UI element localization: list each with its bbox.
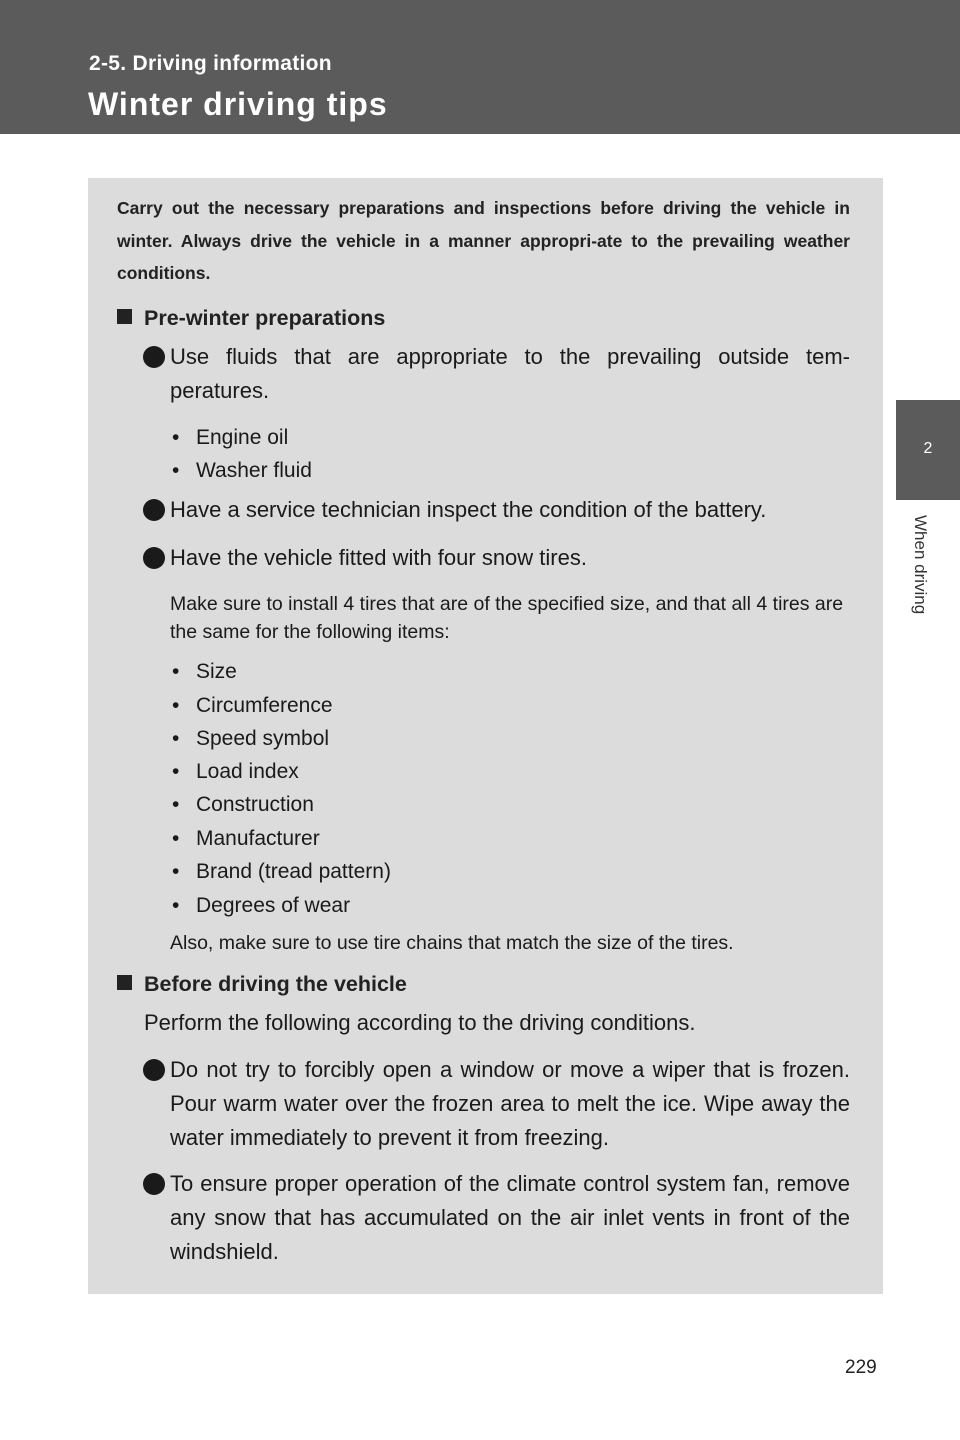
- list-item: • Brand (tread pattern): [172, 860, 391, 883]
- circle-bullet-icon: [143, 547, 165, 569]
- section-label: 2-5. Driving information: [89, 52, 332, 75]
- intro-text: Carry out the necessary preparations and inspections before driving the vehicle in winter. Always drive the vehicle in a manner appropri-ate to the prevailing weather conditions.: [117, 198, 850, 283]
- heading-before-driving: [117, 972, 407, 997]
- window-text: Do not try to forcibly open a window or move a wiper that is frozen. Pour warm water over the frozen area to melt the ice. Wipe away the water immediately to prevent it from freezing.: [170, 1057, 850, 1150]
- fluids-text: Use fluids that are appropriate to the prevailing outside tem-peratures.: [170, 344, 850, 403]
- chapter-label-text: When driving: [911, 515, 930, 615]
- square-bullet-icon: [117, 309, 132, 324]
- page-number: 229: [845, 1357, 877, 1378]
- list-item: • Size: [172, 660, 237, 683]
- list-item: • Circumference: [172, 694, 333, 717]
- chapter-tab: [896, 400, 960, 500]
- list-item: • Washer fluid: [172, 459, 312, 482]
- circle-bullet-icon: [143, 1059, 165, 1081]
- before-driving-intro: Perform the following according to the driving conditions.: [144, 1010, 696, 1035]
- heading-pre-winter-text: Pre-winter preparations: [144, 306, 386, 330]
- list-item: • Manufacturer: [172, 827, 320, 850]
- list-item: • Engine oil: [172, 426, 289, 449]
- heading-before-driving-text: Before driving the vehicle: [144, 972, 407, 996]
- tires-note: Make sure to install 4 tires that are of the specified size, and that all 4 tires are the same for the following items:: [170, 593, 844, 643]
- page-title: Winter driving tips: [88, 86, 388, 122]
- chains-note: Also, make sure to use tire chains that match the size of the tires.: [170, 932, 734, 954]
- list-item: • Speed symbol: [172, 727, 330, 750]
- circle-bullet-icon: [143, 499, 165, 521]
- square-bullet-icon: [117, 975, 132, 990]
- fan-text: To ensure proper operation of the climate control system fan, remove any snow that has accumulated on the air inlet vents in front of the windshield.: [170, 1171, 850, 1264]
- tires-text: Have the vehicle fitted with four snow tires.: [170, 545, 587, 570]
- chapter-label: [900, 515, 930, 645]
- list-item: • Construction: [172, 793, 314, 816]
- list-item: • Degrees of wear: [172, 894, 351, 917]
- chapter-number: 2: [923, 440, 933, 457]
- heading-pre-winter: [117, 306, 385, 331]
- list-item: • Load index: [172, 760, 299, 783]
- circle-bullet-icon: [143, 1173, 165, 1195]
- circle-bullet-icon: [143, 346, 165, 368]
- battery-text: Have a service technician inspect the condition of the battery.: [170, 497, 767, 522]
